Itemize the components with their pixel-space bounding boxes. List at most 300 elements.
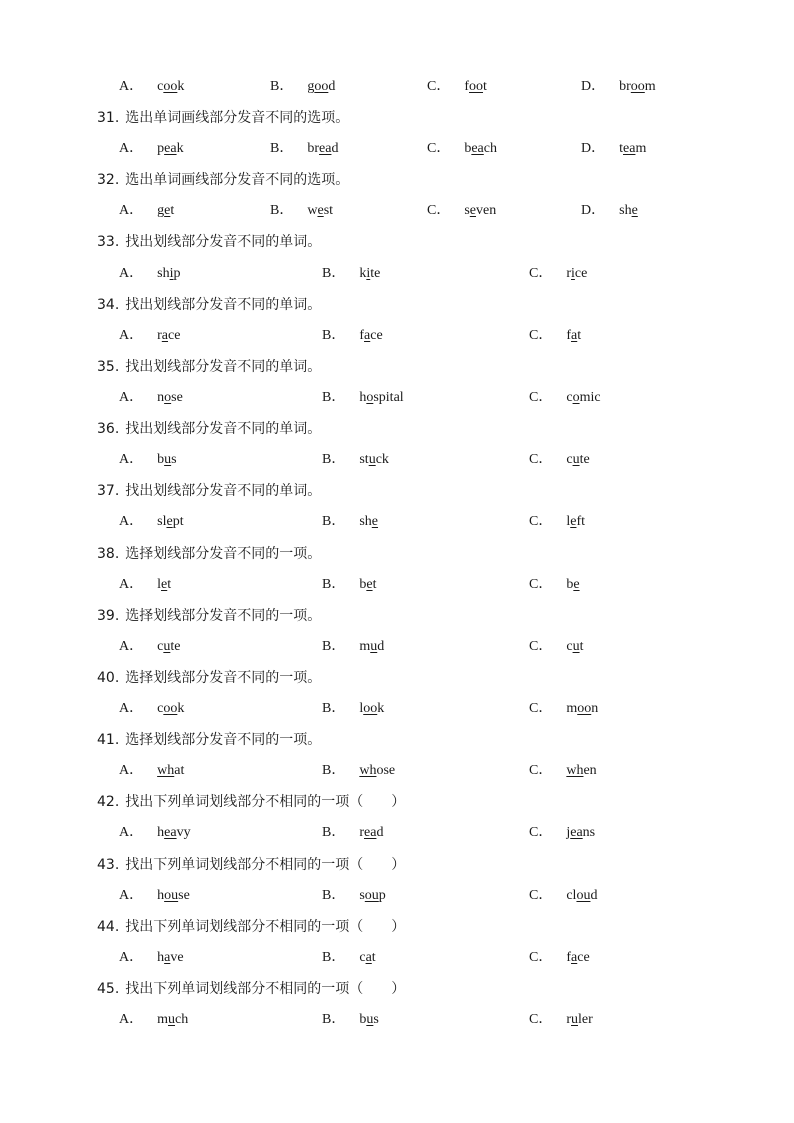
option-word xyxy=(566,514,585,529)
question-prompt: 找出下列单词划线部分不相同的一项（ ） xyxy=(125,794,406,810)
option-letter: B． xyxy=(322,514,346,529)
option-word xyxy=(307,203,333,218)
option-word xyxy=(359,328,382,343)
options-row xyxy=(0,326,794,346)
underlined-letters: e xyxy=(570,514,577,529)
option-letter: D． xyxy=(581,79,606,94)
word-part: j xyxy=(566,825,571,840)
word-part: sh xyxy=(157,266,170,281)
option-letter: B． xyxy=(322,950,346,965)
option-letter: C． xyxy=(529,639,553,654)
option[interactable] xyxy=(427,201,496,221)
option[interactable] xyxy=(529,388,601,408)
question-text xyxy=(97,170,349,190)
underlined-letters: i xyxy=(571,266,575,281)
underlined-letters: o xyxy=(572,390,580,405)
word-part: ve xyxy=(170,950,184,965)
word-part: ven xyxy=(476,203,497,218)
option-letter: B． xyxy=(322,825,346,840)
options-row xyxy=(0,699,794,719)
options-row xyxy=(0,512,794,532)
option-word xyxy=(157,825,190,840)
option[interactable] xyxy=(119,326,180,346)
option-letter: D． xyxy=(581,203,606,218)
underlined-letters: u xyxy=(370,639,378,654)
option-letter: A． xyxy=(119,328,144,343)
underlined-letters: e xyxy=(166,514,173,529)
option-letter: A． xyxy=(119,514,144,529)
question-line xyxy=(0,544,794,564)
option-letter: B． xyxy=(322,577,346,592)
question-line xyxy=(0,357,794,377)
word-part: ft xyxy=(576,514,586,529)
word-part: s xyxy=(464,203,470,218)
option[interactable] xyxy=(322,326,383,346)
word-part: r xyxy=(359,825,365,840)
option[interactable] xyxy=(529,699,598,719)
option[interactable] xyxy=(529,948,590,968)
options-row xyxy=(0,1010,794,1030)
word-part: n xyxy=(591,701,599,716)
option[interactable] xyxy=(270,77,335,97)
option-word xyxy=(157,1012,188,1027)
option[interactable] xyxy=(529,637,583,657)
word-part: ns xyxy=(582,825,596,840)
option-word xyxy=(157,203,174,218)
option-word xyxy=(566,888,597,903)
word-part: l xyxy=(359,701,364,716)
word-part: ce xyxy=(574,266,588,281)
question-text xyxy=(97,295,321,315)
option-letter: A． xyxy=(119,763,144,778)
word-part: g xyxy=(157,203,165,218)
underlined-letters: e xyxy=(317,203,324,218)
option-letter: B． xyxy=(270,79,294,94)
option[interactable] xyxy=(529,264,587,284)
underlined-letters: u xyxy=(168,1012,176,1027)
underlined-letters: i xyxy=(366,266,371,281)
word-part: c xyxy=(566,390,573,405)
option[interactable] xyxy=(322,575,376,595)
option-letter: C． xyxy=(529,577,553,592)
word-part: r xyxy=(566,1012,572,1027)
option[interactable] xyxy=(529,1010,593,1030)
underlined-letters: i xyxy=(169,266,174,281)
word-part: n xyxy=(157,390,165,405)
option[interactable] xyxy=(119,823,191,843)
option[interactable] xyxy=(322,699,384,719)
option[interactable] xyxy=(119,264,180,284)
question-text xyxy=(97,730,321,750)
underlined-letters: e xyxy=(371,514,379,529)
question-number: 33. xyxy=(97,234,120,250)
question-text xyxy=(97,481,321,501)
option-letter: A． xyxy=(119,141,144,156)
question-number: 40. xyxy=(97,670,120,686)
option-word xyxy=(464,141,497,156)
word-part: ler xyxy=(578,1012,593,1027)
options-row xyxy=(0,948,794,968)
question-prompt: 选出单词画线部分发音不同的选项。 xyxy=(125,110,350,126)
options-row xyxy=(0,823,794,843)
underlined-letters: oo xyxy=(469,79,484,94)
option-word xyxy=(566,701,598,716)
option[interactable] xyxy=(581,77,656,97)
underlined-letters: e xyxy=(161,577,168,592)
option[interactable] xyxy=(119,512,184,532)
option[interactable] xyxy=(529,886,597,906)
underlined-letters: u xyxy=(368,452,376,467)
word-part: s xyxy=(171,452,177,467)
word-part: sl xyxy=(157,514,167,529)
option[interactable] xyxy=(119,201,174,221)
question-number: 43. xyxy=(97,857,120,873)
word-part: t xyxy=(170,203,175,218)
option[interactable] xyxy=(322,823,383,843)
options-row xyxy=(0,761,794,781)
option-letter: C． xyxy=(529,390,553,405)
word-part: sh xyxy=(359,514,372,529)
option-word xyxy=(157,266,180,281)
option-letter: C． xyxy=(529,763,553,778)
word-part: ce xyxy=(577,950,590,965)
word-part: f xyxy=(359,328,365,343)
options-row xyxy=(0,201,794,221)
question-number: 32. xyxy=(97,172,120,188)
word-part: b xyxy=(157,452,165,467)
option-letter: A． xyxy=(119,950,144,965)
word-part: vy xyxy=(176,825,191,840)
underlined-letters: a xyxy=(164,950,171,965)
underlined-letters: ou xyxy=(164,888,179,903)
underlined-letters: u xyxy=(571,1012,579,1027)
question-line xyxy=(0,606,794,626)
word-part: h xyxy=(157,888,165,903)
word-part: st xyxy=(323,203,334,218)
word-part: ce xyxy=(168,328,181,343)
word-part: b xyxy=(359,577,367,592)
word-part: h xyxy=(157,825,165,840)
word-part: m xyxy=(644,79,656,94)
option-letter: C． xyxy=(427,203,451,218)
word-part: l xyxy=(566,514,571,529)
word-part: b xyxy=(566,577,574,592)
option-word xyxy=(157,763,184,778)
question-number: 38. xyxy=(97,546,120,562)
word-part: t xyxy=(371,950,376,965)
option-letter: C． xyxy=(529,266,553,281)
word-part: ose xyxy=(376,763,396,778)
question-number: 41. xyxy=(97,732,120,748)
word-part: t xyxy=(579,639,584,654)
word-part: c xyxy=(566,452,573,467)
option-word xyxy=(307,141,338,156)
option-word xyxy=(359,763,395,778)
question-prompt: 选择划线部分发音不同的一项。 xyxy=(125,546,322,562)
word-part: h xyxy=(157,950,165,965)
option-letter: B． xyxy=(322,266,346,281)
option[interactable] xyxy=(119,450,177,470)
word-part: te xyxy=(370,266,381,281)
option-letter: C． xyxy=(529,825,553,840)
word-part: se xyxy=(178,888,190,903)
word-part: k xyxy=(177,79,185,94)
option-letter: B． xyxy=(270,141,294,156)
underlined-letters: u xyxy=(163,639,171,654)
option-word xyxy=(566,639,583,654)
word-part: ch xyxy=(483,141,497,156)
option[interactable] xyxy=(119,388,183,408)
options-row xyxy=(0,264,794,284)
underlined-letters: o xyxy=(164,390,172,405)
option[interactable] xyxy=(119,1010,188,1030)
word-part: d xyxy=(331,141,339,156)
underlined-letters: a xyxy=(365,950,372,965)
underlined-letters: o xyxy=(366,390,374,405)
word-part: k xyxy=(177,701,185,716)
option[interactable] xyxy=(119,637,180,657)
option-word xyxy=(619,203,638,218)
word-part: r xyxy=(157,328,162,343)
option[interactable] xyxy=(529,761,597,781)
question-line xyxy=(0,979,794,999)
underlined-letters: u xyxy=(164,452,172,467)
option-word xyxy=(157,888,190,903)
question-line xyxy=(0,108,794,128)
option-letter: C． xyxy=(529,950,553,965)
option-letter: C． xyxy=(529,1012,553,1027)
word-part: ch xyxy=(175,1012,189,1027)
question-number: 44. xyxy=(97,919,120,935)
word-part: at xyxy=(174,763,185,778)
option[interactable] xyxy=(529,512,585,532)
underlined-letters: e xyxy=(164,203,171,218)
option-word xyxy=(566,390,600,405)
underlined-letters: oo xyxy=(314,79,329,94)
option[interactable] xyxy=(427,77,487,97)
word-part: d xyxy=(377,639,385,654)
question-text xyxy=(97,917,405,937)
option-letter: A． xyxy=(119,1012,144,1027)
option-letter: B． xyxy=(322,639,346,654)
options-row xyxy=(0,77,794,97)
underlined-letters: u xyxy=(572,639,580,654)
option[interactable] xyxy=(322,637,384,657)
word-part: d xyxy=(376,825,384,840)
option-word xyxy=(619,141,646,156)
option-word xyxy=(157,328,180,343)
option[interactable] xyxy=(322,512,378,532)
question-prompt: 选出单词画线部分发音不同的选项。 xyxy=(125,172,350,188)
question-number: 39. xyxy=(97,608,120,624)
question-number: 34. xyxy=(97,297,120,313)
question-text xyxy=(97,357,321,377)
option-word xyxy=(566,266,587,281)
option[interactable] xyxy=(322,886,386,906)
question-text xyxy=(97,108,349,128)
option[interactable] xyxy=(427,139,497,159)
option[interactable] xyxy=(322,948,376,968)
option[interactable] xyxy=(119,575,171,595)
question-line xyxy=(0,170,794,190)
word-part: d xyxy=(328,79,336,94)
question-prompt: 选择划线部分发音不同的一项。 xyxy=(125,608,322,624)
option-letter: B． xyxy=(322,763,346,778)
option-letter: A． xyxy=(119,825,144,840)
word-part: se xyxy=(171,390,183,405)
question-text xyxy=(97,668,321,688)
option-word xyxy=(157,514,183,529)
underlined-letters: u xyxy=(572,452,580,467)
underlined-letters: ea xyxy=(164,141,177,156)
option-word xyxy=(359,825,383,840)
option-word xyxy=(359,950,375,965)
option[interactable] xyxy=(119,886,190,906)
underlined-letters: oo xyxy=(163,701,178,716)
option-letter: B． xyxy=(322,1012,346,1027)
question-text xyxy=(97,544,321,564)
option-word xyxy=(359,452,389,467)
word-part: t xyxy=(483,79,487,94)
option[interactable] xyxy=(119,761,184,781)
word-part: c xyxy=(359,950,366,965)
question-prompt: 找出划线部分发音不同的单词。 xyxy=(125,234,322,250)
option[interactable] xyxy=(581,201,638,221)
option-word xyxy=(566,328,581,343)
question-number: 37. xyxy=(97,483,120,499)
option[interactable] xyxy=(119,948,184,968)
option[interactable] xyxy=(529,575,580,595)
word-part: cl xyxy=(566,888,577,903)
question-line xyxy=(0,419,794,439)
options-row xyxy=(0,139,794,159)
word-part: en xyxy=(583,763,597,778)
question-number: 36. xyxy=(97,421,120,437)
question-prompt: 找出划线部分发音不同的单词。 xyxy=(125,483,322,499)
option[interactable] xyxy=(322,761,395,781)
option-letter: C． xyxy=(529,328,553,343)
option-word xyxy=(566,452,589,467)
option[interactable] xyxy=(529,823,595,843)
word-part: te xyxy=(170,639,181,654)
option[interactable] xyxy=(119,139,184,159)
option-letter: A． xyxy=(119,203,144,218)
question-line xyxy=(0,295,794,315)
option-letter: C． xyxy=(427,141,451,156)
option[interactable] xyxy=(270,201,333,221)
word-part: spital xyxy=(373,390,404,405)
option[interactable] xyxy=(529,326,581,346)
word-part: f xyxy=(566,328,572,343)
option-letter: A． xyxy=(119,639,144,654)
option-word xyxy=(359,514,378,529)
option[interactable] xyxy=(322,450,389,470)
word-part: m xyxy=(566,701,578,716)
word-part: mic xyxy=(579,390,601,405)
option-word xyxy=(464,203,496,218)
question-number: 31. xyxy=(97,110,120,126)
option-letter: B． xyxy=(322,390,346,405)
question-prompt: 选择划线部分发音不同的一项。 xyxy=(125,670,322,686)
option-word xyxy=(157,639,180,654)
word-part: m xyxy=(157,1012,169,1027)
underlined-letters: e xyxy=(573,577,580,592)
option-letter: A． xyxy=(119,888,144,903)
word-part: t xyxy=(577,328,582,343)
option-letter: C． xyxy=(427,79,451,94)
underlined-letters: a xyxy=(571,950,578,965)
option-letter: A． xyxy=(119,452,144,467)
word-part: pt xyxy=(172,514,184,529)
option-letter: A． xyxy=(119,701,144,716)
question-prompt: 找出划线部分发音不同的单词。 xyxy=(125,297,322,313)
option-word xyxy=(157,79,184,94)
option-letter: B． xyxy=(322,328,346,343)
question-line xyxy=(0,730,794,750)
option-letter: A． xyxy=(119,577,144,592)
option-word xyxy=(307,79,335,94)
underlined-letters: e xyxy=(631,203,638,218)
option[interactable] xyxy=(581,139,646,159)
word-part: b xyxy=(464,141,472,156)
option[interactable] xyxy=(322,264,380,284)
word-part: f xyxy=(464,79,470,94)
option[interactable] xyxy=(322,388,404,408)
word-part: b xyxy=(359,1012,367,1027)
word-part: p xyxy=(173,266,181,281)
underlined-letters: oo xyxy=(163,79,178,94)
question-text xyxy=(97,606,321,626)
question-text xyxy=(97,419,321,439)
option[interactable] xyxy=(119,699,184,719)
option[interactable] xyxy=(270,139,338,159)
option-letter: B． xyxy=(322,452,346,467)
option-letter: C． xyxy=(529,452,553,467)
option-letter: A． xyxy=(119,79,144,94)
option[interactable] xyxy=(529,450,590,470)
question-line xyxy=(0,481,794,501)
underlined-letters: e xyxy=(366,577,373,592)
option[interactable] xyxy=(322,1010,379,1030)
question-text xyxy=(97,979,405,999)
word-part: s xyxy=(373,1012,379,1027)
option-word xyxy=(157,701,184,716)
option-word xyxy=(566,950,589,965)
option[interactable] xyxy=(119,77,184,97)
word-part: t xyxy=(167,577,172,592)
option-letter: D． xyxy=(581,141,606,156)
option-word xyxy=(359,888,385,903)
options-row xyxy=(0,886,794,906)
word-part: c xyxy=(157,701,164,716)
word-part: s xyxy=(359,888,365,903)
option-word xyxy=(464,79,487,94)
underlined-letters: ea xyxy=(319,141,332,156)
option-word xyxy=(157,452,176,467)
option-word xyxy=(157,950,183,965)
option-letter: C． xyxy=(529,888,553,903)
word-part: br xyxy=(307,141,320,156)
option-letter: B． xyxy=(270,203,294,218)
question-line xyxy=(0,855,794,875)
underlined-letters: wh xyxy=(566,763,584,778)
option-word xyxy=(359,577,376,592)
underlined-letters: u xyxy=(366,1012,374,1027)
question-number: 42. xyxy=(97,794,120,810)
option-letter: B． xyxy=(322,701,346,716)
word-part: st xyxy=(359,452,369,467)
underlined-letters: oo xyxy=(630,79,645,94)
